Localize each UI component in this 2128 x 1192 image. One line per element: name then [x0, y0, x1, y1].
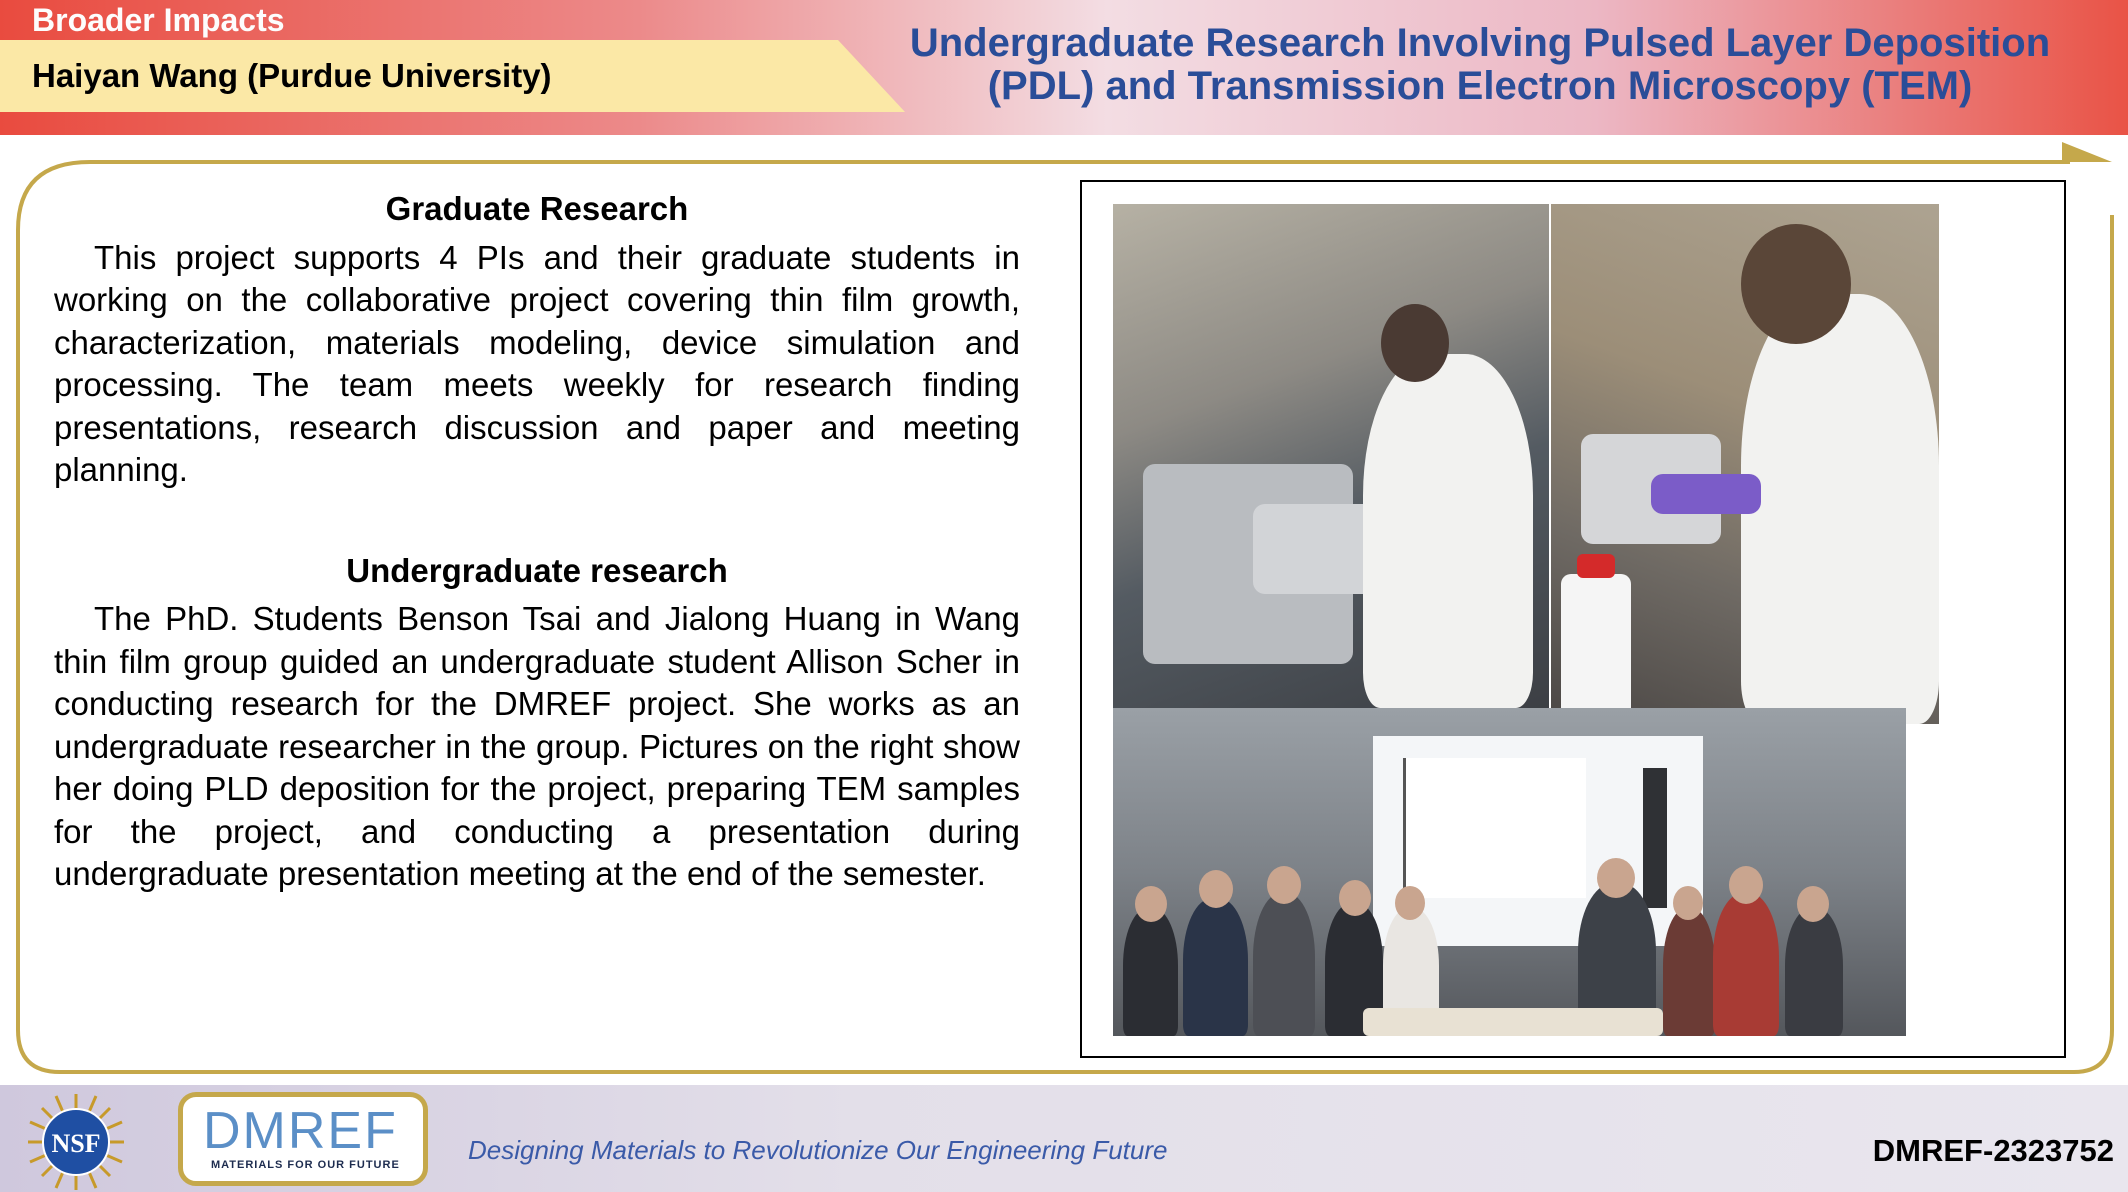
lab-pld-photo — [1113, 204, 1549, 708]
footer-tagline: Designing Materials to Revolutionize Our Engineering Future — [468, 1135, 1168, 1165]
nsf-logo — [26, 1092, 126, 1192]
slide-title-line-2: (PDL) and Transmission Electron Microscopy (TEM) — [987, 64, 1973, 108]
graduate-paragraph: This project supports 4 PIs and their graduate students in working on the collaborative project covering thin film growth, characterization, materials modeling, device simulation and processing. The team meets weekly for research finding presentations, research discussion and paper and meeting planning. — [54, 238, 1020, 488]
dmref-logo — [178, 1092, 428, 1186]
lab-tem-photo — [1551, 204, 1939, 724]
text-column — [54, 188, 1020, 896]
dmref-logo-subtext: MATERIALS FOR OUR FUTURE — [211, 1159, 400, 1171]
section-label: Broader Impacts — [32, 2, 285, 38]
undergraduate-paragraph: The PhD. Students Benson Tsai and Jialong Huang in Wang thin film group guided an undergraduate student Allison Scher in conducting research for the DMREF project. She works as an undergraduate researcher in the group. Pictures on the right show her doing PLD deposition for the project, preparing TEM samples for the project, and conducting a presentation during undergraduate presentation meeting at the end of the semester. — [54, 600, 1020, 892]
slide-title — [850, 22, 2110, 108]
presentation-photo — [1113, 708, 1906, 1036]
graduate-heading: Graduate Research — [385, 190, 689, 227]
award-id: DMREF-2323752 — [1872, 1133, 2114, 1168]
presenter-name: Haiyan Wang (Purdue University) — [32, 57, 552, 94]
nsf-logo-text: NSF — [51, 1129, 101, 1158]
slide-title-line-1: Undergraduate Research Involving Pulsed Layer Deposition — [909, 21, 2051, 65]
undergraduate-heading: Undergraduate research — [346, 551, 728, 589]
dmref-logo-text: DMREF — [203, 1102, 398, 1160]
